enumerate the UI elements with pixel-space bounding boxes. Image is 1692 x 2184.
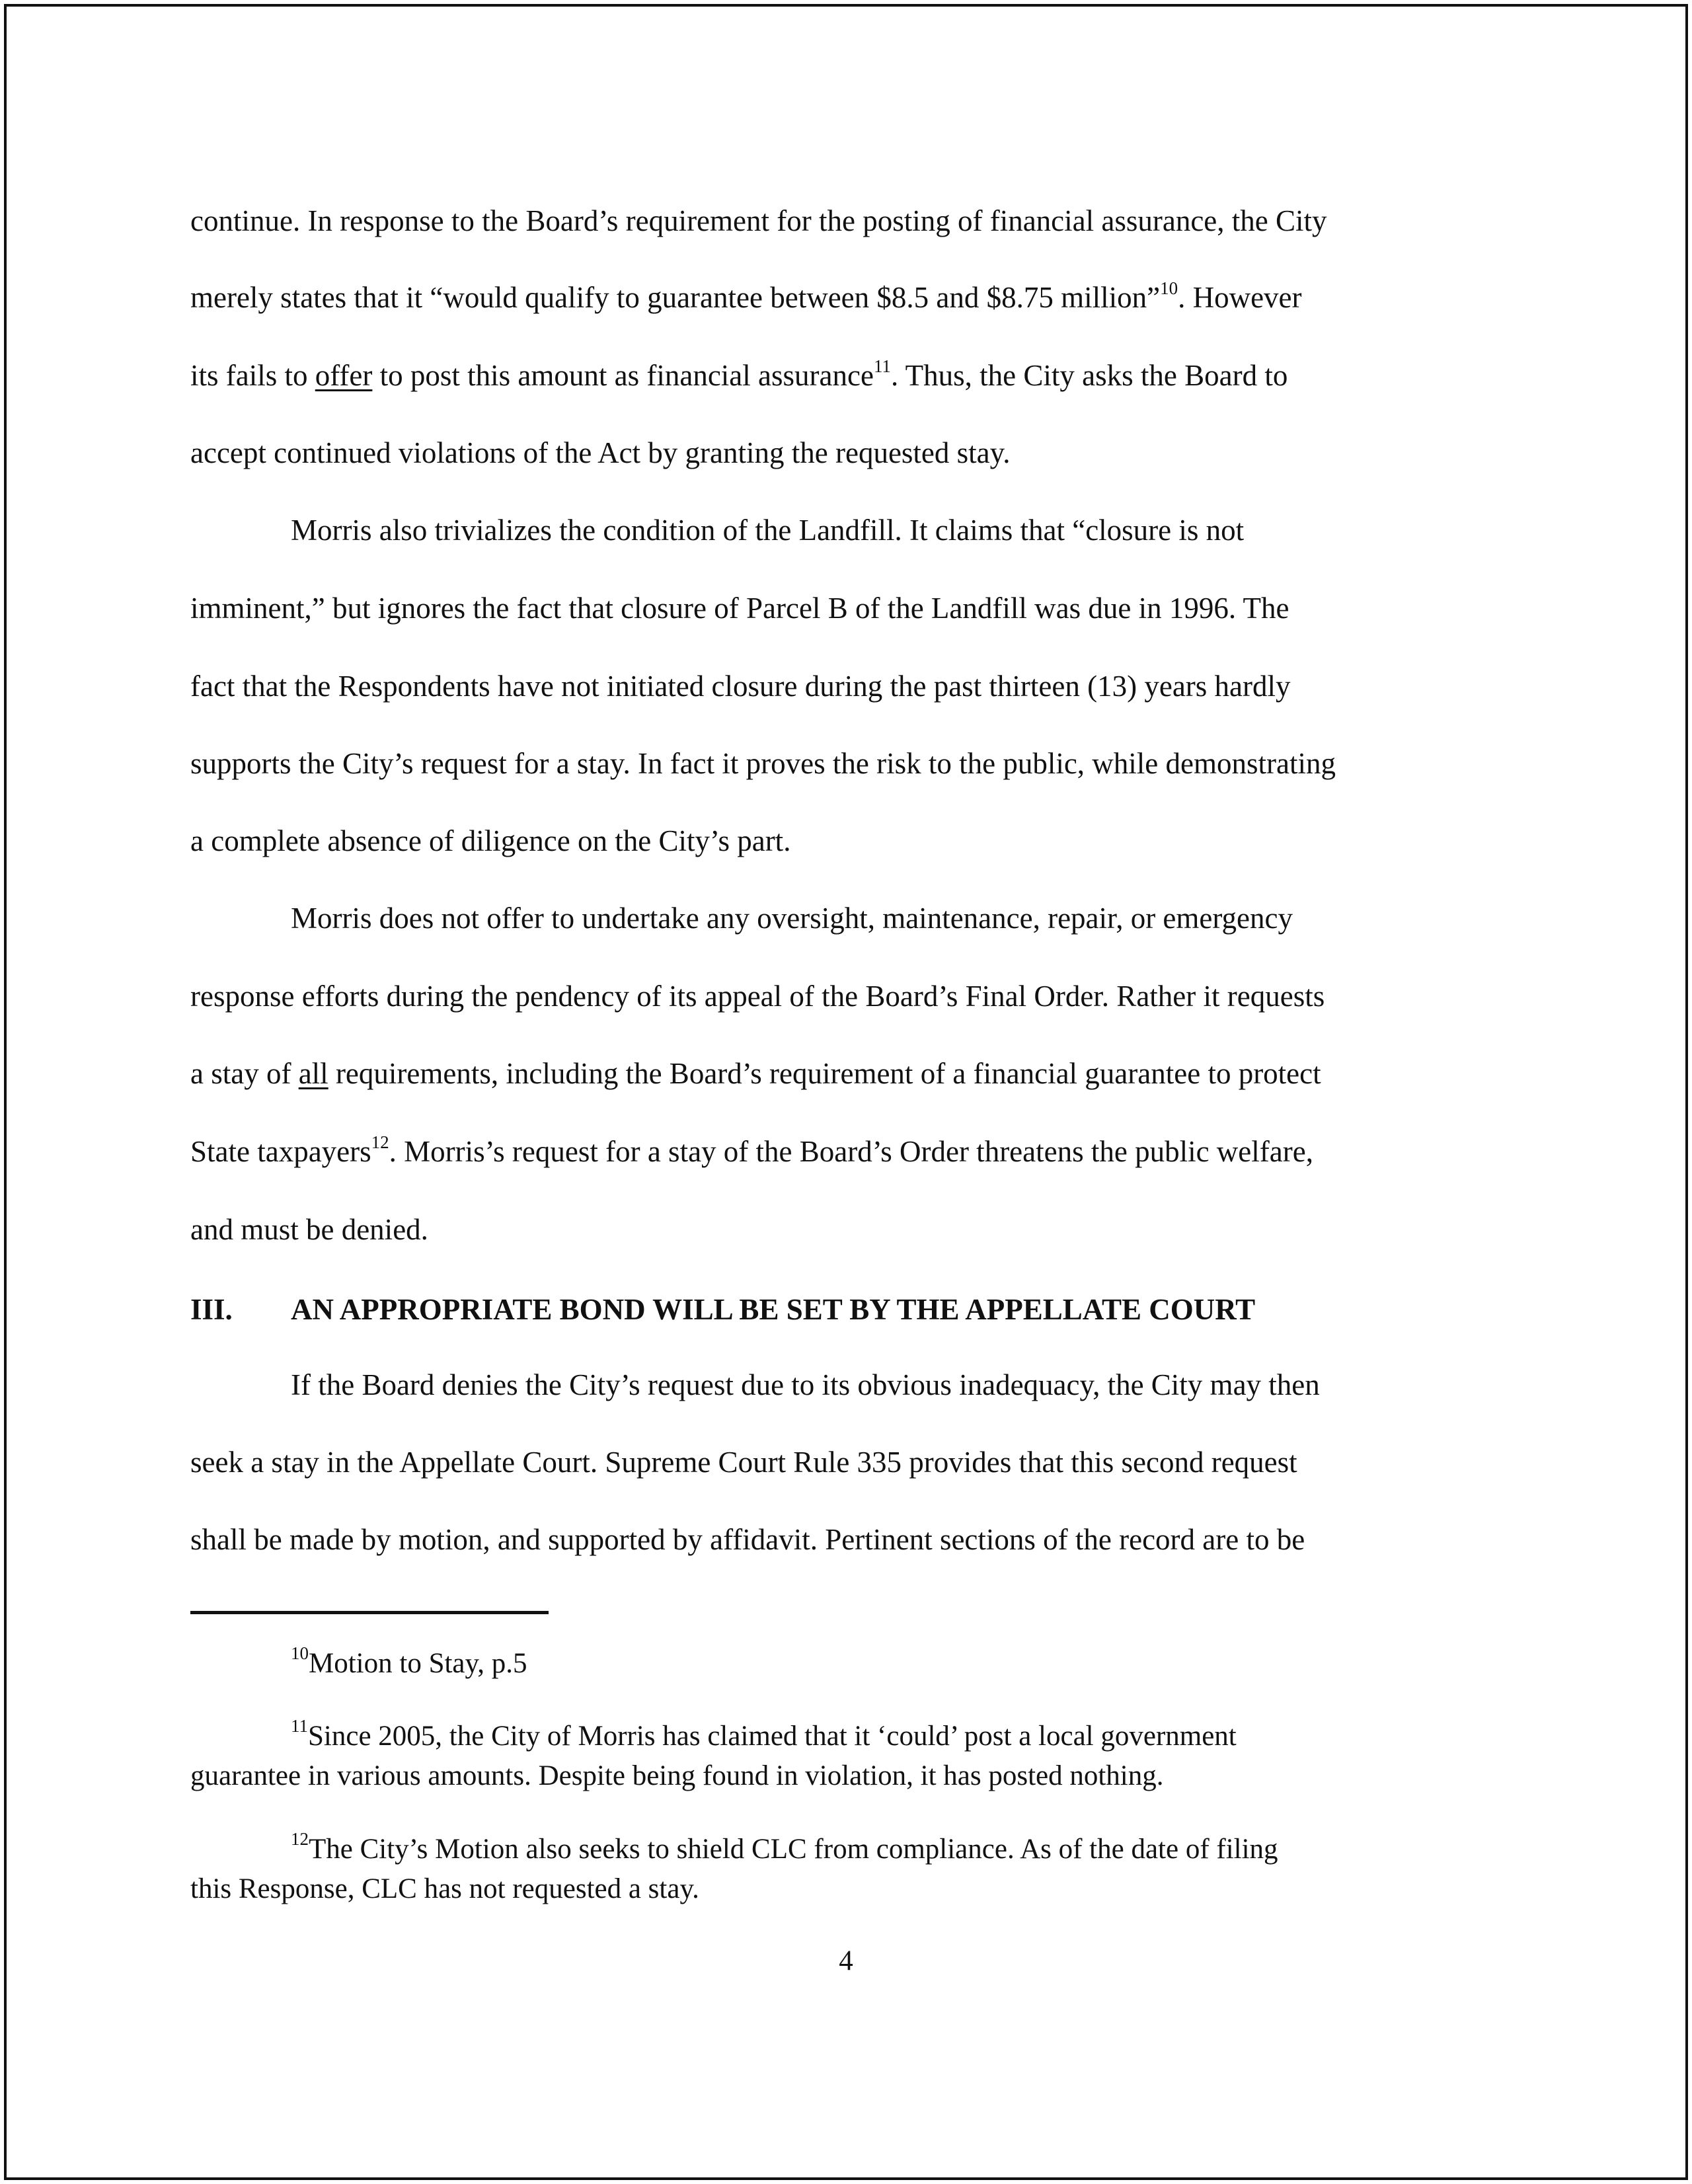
underlined-word: all [298,1057,328,1090]
text: continue. In response to the Board’s requirement for the posting of financial assurance, the City [190,204,1327,237]
body-line [190,278,1302,314]
footnote-12 [291,1829,1278,1865]
text: If the Board denies the City’s request due to its obvious inadequacy, the City may then [291,1368,1320,1401]
page-number: 4 [839,1945,853,1976]
footnote-text: this Response, CLC has not requested a stay. [190,1873,699,1904]
text: imminent,” but ignores the fact that closure of Parcel B of the Landfill was due in 1996. The [190,592,1289,625]
text: shall be made by motion, and supported by affidavit. Pertinent sections of the record are to be [190,1523,1305,1556]
body-line [190,982,1325,1011]
text: accept continued violations of the Act by granting the requested stay. [190,436,1011,469]
body-line [190,438,1010,468]
body-line [291,904,1293,933]
text: and must be denied. [190,1213,428,1246]
footnote-ref: 10 [1160,278,1178,298]
footnote-text: Since 2005, the City of Morris has claimed that it ‘could’ post a local government [308,1721,1237,1752]
text: requirements, including the Board’s requirement of a financial guarantee to protect [328,1057,1321,1090]
text: seek a stay in the Appellate Court. Supreme Court Rule 335 provides that this second request [190,1446,1297,1479]
text: response efforts during the pendency of its appeal of the Board’s Final Order. Rather it requests [190,980,1325,1013]
body-line [190,672,1291,701]
text: to post this amount as financial assurance [372,359,874,392]
footnote-10 [291,1643,527,1679]
text: . However [1178,281,1302,314]
footnote-ref: 12 [371,1132,389,1152]
footnote-12-cont [190,1875,699,1903]
body-line [190,826,790,856]
body-line [190,1215,428,1245]
footnote-11 [291,1716,1237,1752]
body-line [190,1059,1321,1089]
footnote-text: Motion to Stay, p.5 [309,1648,527,1679]
footnote-ref: 11 [873,356,891,376]
footnote-number: 11 [291,1716,308,1736]
text: Morris does not offer to undertake any oversight, maintenance, repair, or emergency [291,902,1293,935]
text: State taxpayers [190,1135,371,1168]
body-line [190,1132,1313,1168]
body-line [190,356,1288,392]
footnote-number: 12 [291,1829,309,1849]
text: fact that the Respondents have not initiated closure during the past thirteen (13) years hardly [190,670,1291,703]
text: supports the City’s request for a stay. In fact it proves the risk to the public, while demonstrating [190,747,1336,780]
section-number: III. [190,1293,233,1326]
body-line [291,1370,1320,1400]
footnote-text: The City’s Motion also seeks to shield CLC from compliance. As of the date of filing [309,1834,1278,1865]
body-line [190,1525,1305,1555]
body-line [190,749,1336,779]
body-line [291,516,1244,545]
text: Morris also trivializes the condition of the Landfill. It claims that “closure is not [291,514,1245,547]
text: . Thus, the City asks the Board to [890,359,1288,392]
text: a stay of [190,1057,299,1090]
footnote-11-cont [190,1762,1164,1790]
text: . Morris’s request for a stay of the Board’s Order threatens the public welfare, [389,1135,1313,1168]
footnote-text: guarantee in various amounts. Despite being found in violation, it has posted nothing. [190,1760,1164,1791]
body-line [190,1448,1297,1477]
body-line [190,594,1289,623]
text: its fails to [190,359,315,392]
text: merely states that it “would qualify to guarantee between $8.5 and $8.75 million” [190,281,1161,314]
text: a complete absence of diligence on the City’s part. [190,824,791,857]
footnote-number: 10 [291,1643,309,1663]
footnote-separator [190,1611,549,1614]
body-line [190,206,1327,236]
underlined-word: offer [315,359,373,392]
section-heading: AN APPROPRIATE BOND WILL BE SET BY THE APPELLATE COURT [291,1293,1256,1326]
